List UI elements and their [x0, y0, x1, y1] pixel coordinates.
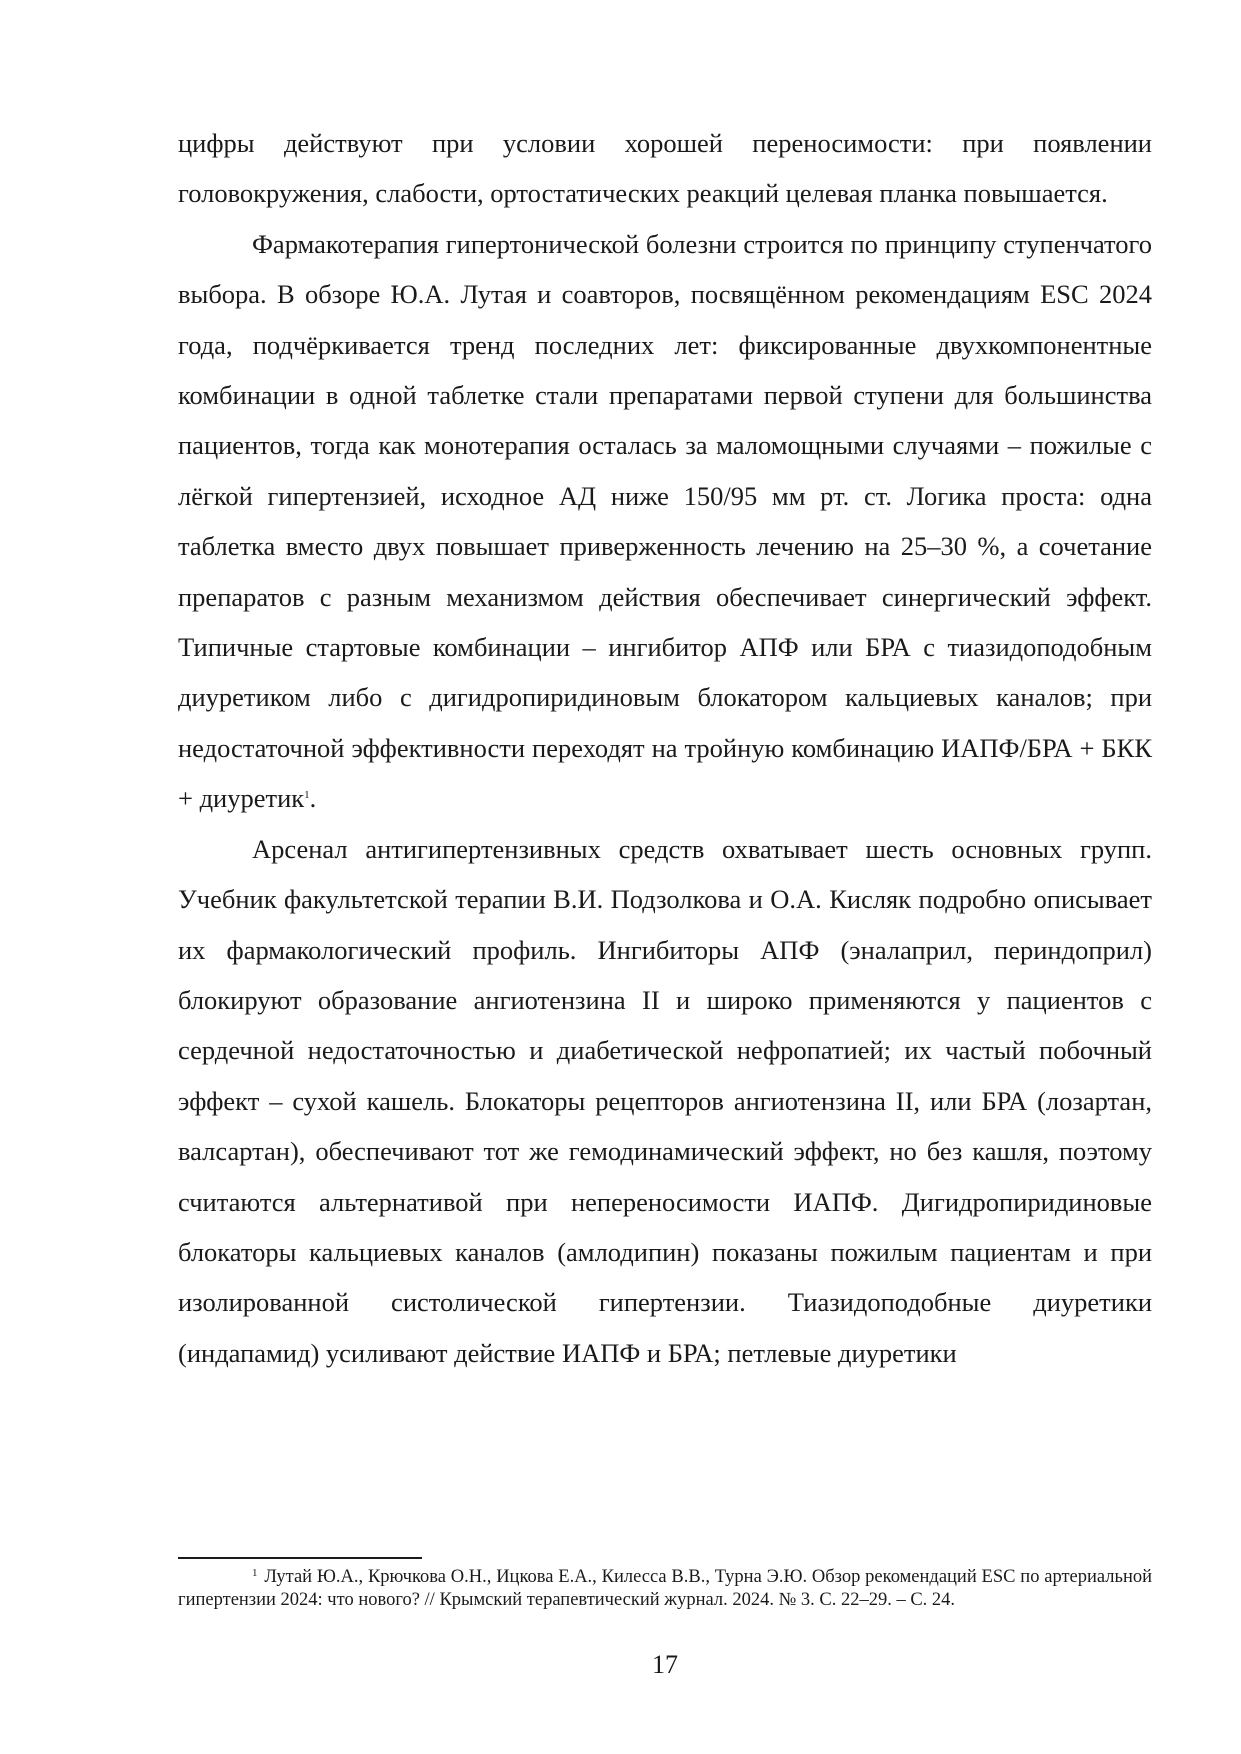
footnote-paragraph: [178, 1566, 1152, 1612]
footnote-reference[interactable]: 1: [304, 789, 310, 802]
page-number: 17: [652, 1650, 678, 1679]
paragraph-tail: .: [309, 783, 317, 814]
footnote-text: Лутай Ю.А., Крючкова О.Н., Ицкова Е.А., Килесса В.В., Турна Э.Ю. Обзор рекомендаций ESC по артериальной гипертензии 2024: что нового? // Крымский терапевтический журнал. 2024. № 3. С. 22–29. – С. 24.: [178, 1567, 1153, 1610]
paragraph: [178, 118, 1152, 219]
paragraph-text: Арсенал антигипертензивных средств охватывает шесть основных групп. Учебник факультетской терапии В.И. Подзолкова и О.А. Кисляк подробно описывает их фармакологический профиль. Ингибиторы АПФ (эналаприл, периндоприл) блокируют образование ангиотензина II и широко применяются у пациентов с сердечной недостаточностью и диабетической нефропатией; их частый побочный эффект – сухой кашель. Блокаторы рецепторов ангиотензина II, или БРА (лозартан, валсартан), обеспечивают тот же гемодинамический эффект, но без кашля, поэтому считаются альтернативой при непереносимости ИАПФ. Дигидропиридиновые блокаторы кальциевых каналов (амлодипин) показаны пожилым пациентам и при изолированной систолической гипертензии. Тиазидоподобные диуретики (индапамид) усиливают действие ИАПФ и БРА; петлевые диуретики: [178, 833, 1152, 1368]
footnote-mark: 1: [252, 1567, 258, 1579]
paragraph: [178, 824, 1152, 1378]
paragraph-text: Фармакотерапия гипертонической болезни строится по принципу ступенчатого выбора. В обзоре Ю.А. Лутая и соавторов, посвящённом рекомендациям ESC 2024 года, подчёркивается тренд последних лет: фиксированные двухкомпонентные комбинации в одной таблетке стали препаратами первой ступени для большинства пациентов, тогда как монотерапия осталась за маломощными случаями – пожилые с лёгкой гипертензией, исходное АД ниже 150/95 мм рт. ст. Логика проста: одна таблетка вместо двух повышает приверженность лечению на 25–30 %, а сочетание препаратов с разным механизмом действия обеспечивает синергический эффект. Типичные стартовые комбинации – ингибитор АПФ или БРА с тиазидоподобным диуретиком либо с дигидропиридиновым блокатором кальциевых каналов; при недостаточной эффективности переходят на тройную комбинацию ИАПФ/БРА + БКК + диуретик: [178, 228, 1152, 814]
body-text: [178, 118, 1152, 1378]
paragraph: [178, 219, 1152, 824]
paragraph-text: цифры действуют при условии хорошей переносимости: при появлении головокружения, слабости, ортостатических реакций целевая планка повышается.: [178, 128, 1152, 209]
footnote: [178, 1566, 1152, 1612]
footnote-separator: [178, 1557, 422, 1559]
